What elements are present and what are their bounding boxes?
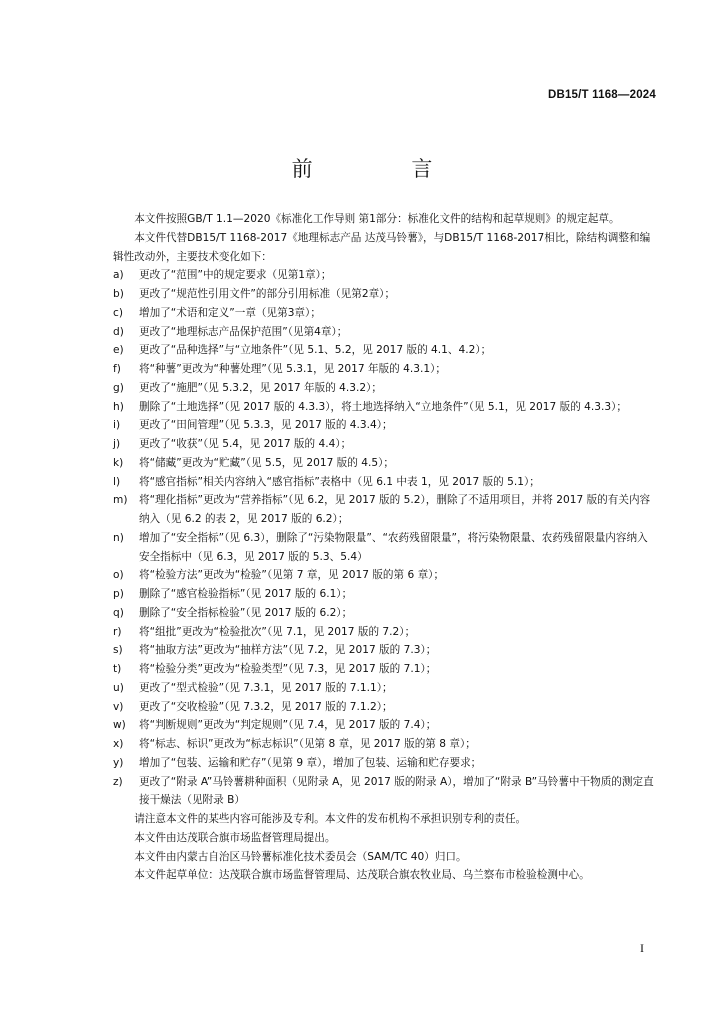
page-number: I	[640, 941, 644, 955]
list-item-marker: r)	[113, 625, 122, 638]
list-item	[113, 529, 658, 567]
list-item	[113, 341, 658, 360]
list-item-text: 更改了“收获”（见 5.4，见 2017 版的 4.4）；	[139, 438, 352, 450]
list-item	[113, 698, 658, 717]
list-item	[113, 641, 658, 660]
list-item	[113, 416, 658, 435]
list-item-text: 更改了“交收检验”（见 7.3.2，见 2017 版的 7.1.2）；	[139, 700, 393, 713]
list-item-text: 更改了“施肥”（见 5.3.2，见 2017 年版的 4.3.2）；	[139, 381, 383, 394]
list-item	[113, 473, 658, 492]
list-item-marker: v)	[113, 700, 124, 713]
list-item-marker: t)	[113, 663, 122, 675]
list-item-marker: x)	[113, 738, 124, 750]
list-item-marker: b)	[113, 288, 124, 300]
closing-paragraph: 请注意本文件的某些内容可能涉及专利。本文件的发布机构不承担识别专利的责任。	[134, 813, 527, 825]
list-item-marker: e)	[113, 344, 124, 357]
list-item-text: 将“种薯”更改为“种薯处理”（见 5.3.1，见 2017 年版的 4.3.1）；	[139, 363, 446, 375]
list-item-marker: l)	[113, 475, 121, 488]
list-item	[113, 435, 658, 454]
list-item-text: 删除了“安全指标检验”（见 2017 版的 6.2）；	[139, 606, 353, 619]
intro-paragraph: 本文件代替DB15/T 1168-2017《地理标志产品 达茂马铃薯》，与DB15/T 1168-2017相比，除结构调整和编辑性改动外，主要技术变化如下：	[113, 231, 651, 263]
list-item	[113, 360, 658, 379]
list-item-text: 更改了“规范性引用文件”的部分引用标准（见第2章）；	[139, 288, 396, 300]
list-item-text: 更改了“田间管理”（见 5.3.3，见 2017 版的 4.3.4）；	[139, 419, 393, 432]
list-item-marker: w)	[113, 719, 126, 732]
list-item-text: 更改了“型式检验”（见 7.3.1，见 2017 版的 7.1.1）；	[139, 681, 393, 694]
list-item-marker: a)	[113, 269, 124, 282]
closing-section	[113, 810, 658, 885]
list-item-text: 增加了“包装、运输和贮存”（见第 9 章），增加了包装、运输和贮存要求；	[139, 756, 482, 769]
list-item	[113, 323, 658, 342]
list-item-marker: m)	[113, 494, 128, 507]
list-item	[113, 304, 658, 323]
list-item-text: 将“判断规则”更改为“判定规则”（见 7.4，见 2017 版的 7.4）；	[139, 719, 437, 732]
list-item	[113, 285, 658, 304]
list-item-text: 将“储藏”更改为“贮藏”（见 5.5，见 2017 版的 4.5）；	[139, 456, 394, 469]
closing-paragraph: 本文件由达茂联合旗市场监督管理局提出。	[134, 831, 336, 844]
list-item-text: 删除了“土地选择”（见 2017 版的 4.3.3），将土地选择纳入“立地条件”（见 5.1，见 2017 版的 4.3.3）；	[139, 400, 628, 413]
list-item-marker: n)	[113, 531, 124, 544]
list-item-marker: o)	[113, 569, 124, 582]
list-item	[113, 266, 658, 285]
list-item-marker: q)	[113, 606, 124, 619]
list-item	[113, 566, 658, 585]
list-item-marker: f)	[113, 363, 121, 375]
list-item-text: 删除了“感官检验指标”（见 2017 版的 6.1）；	[139, 588, 353, 600]
list-item-text: 更改了“地理标志产品保护范围”（见第4章）；	[139, 325, 348, 338]
list-item-marker: j)	[113, 438, 121, 450]
list-item	[113, 735, 658, 754]
list-item-marker: s)	[113, 644, 123, 657]
list-item-marker: k)	[113, 456, 124, 469]
changes-list	[113, 266, 658, 810]
list-item	[113, 660, 658, 679]
list-item-marker: g)	[113, 381, 124, 394]
list-item	[113, 679, 658, 698]
list-item-text: 将“标志、标识”更改为“标志标识”（见第 8 章，见 2017 版的第 8 章）；	[139, 738, 476, 750]
list-item-text: 增加了“安全指标”（见 6.3），删除了“污染物限量”、“农药残留限量”，将污染物限量、农药残留限量内容纳入安全指标中（见 6.3，见 2017 版的 5.3、5.4）	[139, 531, 648, 563]
list-item	[113, 398, 658, 417]
list-item	[113, 754, 658, 773]
list-item-text: 将“抽取方法”更改为“抽样方法”（见 7.2，见 2017 版的 7.3）；	[139, 644, 437, 657]
list-item	[113, 585, 658, 604]
list-item-marker: c)	[113, 306, 123, 319]
list-item-marker: z)	[113, 775, 123, 788]
list-item-text: 将“检验分类”更改为“检验类型”（见 7.3，见 2017 版的 7.1）；	[139, 663, 437, 675]
closing-paragraph: 本文件起草单位：达茂联合旗市场监督管理局、达茂联合旗农牧业局、乌兰察布市检验检测中心。	[134, 869, 590, 882]
list-item	[113, 716, 658, 735]
document-body	[113, 210, 658, 885]
list-item	[113, 491, 658, 529]
list-item-text: 更改了“品种选择”与“立地条件”（见 5.1、5.2，见 2017 版的 4.1、4.2）；	[139, 344, 492, 357]
closing-paragraph: 本文件由内蒙古自治区马铃薯标准化技术委员会（SAM/TC 40）归口。	[134, 850, 467, 863]
list-item	[113, 454, 658, 473]
list-item-text: 将“感官指标”相关内容纳入“感官指标”表格中（见 6.1 中表 1，见 2017 版的 5.1）；	[139, 475, 540, 488]
list-item	[113, 379, 658, 398]
list-item	[113, 623, 658, 642]
list-item-text: 更改了“附录 A”马铃薯耕种面积（见附录 A，见 2017 版的附录 A），增加了“附录 B”马铃薯中干物质的测定直接干燥法（见附录 B）	[139, 775, 654, 807]
list-item-marker: p)	[113, 588, 124, 600]
page-title: 前 言	[291, 157, 479, 181]
list-item-text: 将“理化指标”更改为“营养指标”（见 6.2，见 2017 版的 5.2），删除了不适用项目，并将 2017 版的有关内容纳入（见 6.2 的表 2，见 2017 版的 6.2）；	[139, 494, 651, 525]
list-item-text: 将“检验方法”更改为“检验”（见第 7 章，见 2017 版的第 6 章）；	[139, 569, 445, 582]
document-code: DB15/T 1168—2024	[547, 89, 656, 101]
list-item	[113, 604, 658, 623]
list-item-text: 将“组批”更改为“检验批次”（见 7.1，见 2017 版的 7.2）；	[139, 625, 416, 638]
list-item-marker: u)	[113, 681, 124, 694]
list-item-marker: h)	[113, 400, 124, 413]
intro-section	[113, 210, 658, 266]
list-item-marker: y)	[113, 756, 124, 769]
list-item-text: 增加了“术语和定义”一章（见第3章）；	[139, 306, 321, 319]
list-item-marker: d)	[113, 325, 124, 338]
list-item	[113, 773, 658, 811]
list-item-marker: i)	[113, 419, 121, 432]
intro-paragraph: 本文件按照GB/T 1.1—2020《标准化工作导则 第1部分：标准化文件的结构和起草规则》的规定起草。	[134, 213, 620, 225]
list-item-text: 更改了“范围”中的规定要求（见第1章）；	[139, 269, 332, 282]
